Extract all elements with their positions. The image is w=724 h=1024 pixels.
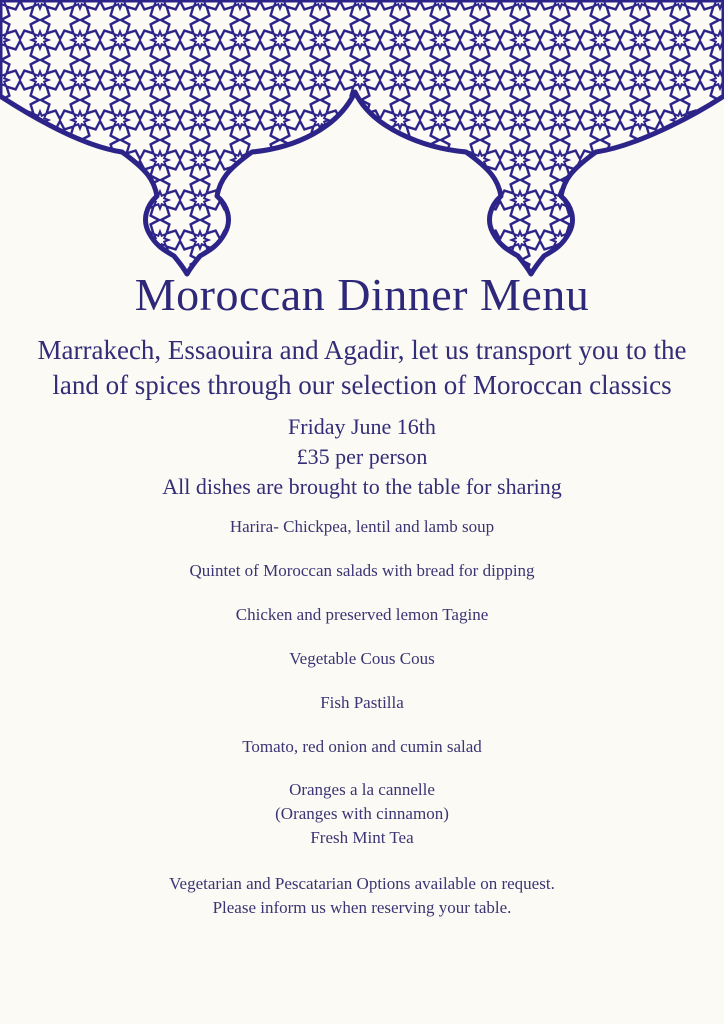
lattice-valance-shape — [0, 0, 724, 274]
event-details — [0, 412, 724, 502]
dessert-line: (Oranges with cinnamon) — [275, 804, 449, 823]
sharing-note: All dishes are brought to the table for sharing — [162, 474, 562, 499]
course-item: Harira- Chickpea, lentil and lamb soup — [229, 517, 495, 536]
course-item: Fish Pastilla — [320, 693, 404, 712]
subtitle-line: land of spices through our selection of Moroccan classics — [52, 370, 672, 400]
subtitle-line: Marrakech, Essaouira and Agadir, let us transport you to the — [37, 335, 687, 365]
price-per-person: £35 per person — [296, 444, 428, 469]
dietary-note-line: Please inform us when reserving your table. — [212, 898, 512, 917]
menu-subtitle — [0, 333, 724, 403]
event-date: Friday June 16th — [288, 414, 436, 439]
dietary-note-line: Vegetarian and Pescatarian Options available on request. — [169, 874, 555, 893]
dessert-line: Fresh Mint Tea — [310, 828, 414, 847]
course-list — [0, 515, 724, 779]
page-title: Moroccan Dinner Menu — [134, 269, 590, 320]
dietary-note — [0, 872, 724, 920]
course-item: Chicken and preserved lemon Tagine — [235, 605, 489, 624]
dessert-line: Oranges a la cannelle — [289, 780, 435, 799]
course-item: Quintet of Moroccan salads with bread for dipping — [189, 561, 535, 580]
course-item: Tomato, red onion and cumin salad — [242, 737, 482, 756]
dessert-section — [0, 778, 724, 850]
moroccan-lattice-ornament-icon — [0, 0, 724, 300]
course-item: Vegetable Cous Cous — [289, 649, 435, 668]
